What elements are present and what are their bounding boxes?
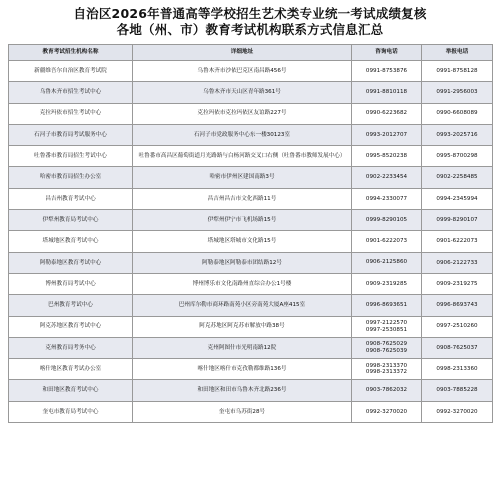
consult-phone-cell [352, 337, 422, 358]
table-row [9, 252, 493, 273]
table-row [9, 82, 493, 103]
address-cell: 克拉玛依市克拉玛依区友谊路227号 [133, 103, 352, 124]
report-phone-cell: 0909-2319275 [422, 273, 493, 294]
table-row [9, 124, 493, 145]
org-cell: 巴州教育考试中心 [9, 295, 133, 316]
table-row [9, 146, 493, 167]
consult-phone-cell [352, 252, 422, 273]
consult-phone: 0906-2125860 [365, 259, 408, 266]
consult-phone-cell [352, 61, 422, 82]
table-row [9, 273, 493, 294]
address-cell: 和田地区和田市乌鲁木齐北路236号 [133, 380, 352, 401]
address-cell: 乌鲁木齐市天山区青年路361号 [133, 82, 352, 103]
report-phone-cell: 0995-8700298 [422, 146, 493, 167]
consult-phone: 0908-7625039 [365, 348, 408, 354]
table-body [9, 61, 493, 423]
table-row [9, 295, 493, 316]
consult-phone: 0999-8290105 [365, 216, 408, 223]
consult-phone: 0998-2313372 [365, 369, 408, 376]
address-cell: 伊犁州伊宁市飞机场路15号 [133, 210, 352, 231]
org-cell: 石河子市教育局考试服务中心 [9, 124, 133, 145]
table-row [9, 167, 493, 188]
consult-phone: 0993-2012707 [365, 131, 408, 138]
report-phone-cell: 0906-2122733 [422, 252, 493, 273]
header-consult-phone: 咨询电话 [352, 45, 422, 61]
org-cell: 喀什地区教育考试办公室 [9, 359, 133, 380]
consult-phone: 0994-2330077 [365, 195, 408, 202]
org-cell: 伊犁州教育局考试中心 [9, 210, 133, 231]
title-line-2: 各地（州、市）教育考试机构联系方式信息汇总 [116, 22, 384, 37]
address-cell: 塔城地区塔城市文化路15号 [133, 231, 352, 252]
org-cell: 哈密市教育局招生办公室 [9, 167, 133, 188]
org-cell: 和田地区教育考试中心 [9, 380, 133, 401]
org-cell: 阿克苏地区教育考试中心 [9, 316, 133, 337]
consult-phone-cell [352, 82, 422, 103]
org-cell: 昌吉州教育考试中心 [9, 188, 133, 209]
org-cell: 乌鲁木齐市招生考试中心 [9, 82, 133, 103]
consult-phone-cell [352, 210, 422, 231]
consult-phone: 0998-2313370 [365, 362, 408, 369]
org-cell: 阿勒泰地区教育考试中心 [9, 252, 133, 273]
report-phone-cell: 0908-7625037 [422, 337, 493, 358]
address-cell: 阿勒泰地区阿勒泰市团结路12号 [133, 252, 352, 273]
consult-phone-cell [352, 401, 422, 422]
table-row [9, 231, 493, 252]
address-cell: 石河子市党政服务中心东一楼30123室 [133, 124, 352, 145]
report-phone-cell: 0993-2025716 [422, 124, 493, 145]
consult-phone-cell [352, 359, 422, 380]
consult-phone: 0991-8810118 [365, 89, 408, 96]
report-phone-cell: 0991-8758128 [422, 61, 493, 82]
consult-phone-cell [352, 380, 422, 401]
consult-phone-cell [352, 316, 422, 337]
address-cell: 乌鲁木齐市沙依巴克区南昌路456号 [133, 61, 352, 82]
table-row [9, 61, 493, 82]
table-row [9, 380, 493, 401]
consult-phone-cell [352, 167, 422, 188]
header-address: 详细地址 [133, 45, 352, 61]
report-phone-cell: 0999-8290107 [422, 210, 493, 231]
table-row [9, 188, 493, 209]
report-phone-cell: 0997-2510260 [422, 316, 493, 337]
consult-phone-cell [352, 103, 422, 124]
address-cell: 吐鲁番市高昌区葡萄街道月光路路与白杨河路交叉口右侧（吐鲁番市教师发展中心） [133, 146, 352, 167]
consult-phone: 0997-2122570 [365, 319, 408, 326]
address-cell: 克州阿图什市光明南路12院 [133, 337, 352, 358]
report-phone-cell: 0994-2345994 [422, 188, 493, 209]
address-cell: 哈密市伊州区建国南路3号 [133, 167, 352, 188]
title-line-1: 自治区2026年普通高等学校招生艺术类专业统一考试成绩复核 [73, 6, 427, 21]
org-cell: 塔城地区教育考试中心 [9, 231, 133, 252]
address-cell: 昌吉州昌吉市文化西路11号 [133, 188, 352, 209]
table-row [9, 103, 493, 124]
header-org: 教育考试招生机构名称 [9, 45, 133, 61]
table-row [9, 210, 493, 231]
consult-phone-cell [352, 295, 422, 316]
consult-phone-cell [352, 188, 422, 209]
report-phone-cell: 0902-2258485 [422, 167, 493, 188]
org-cell: 吐鲁番市教育局招生考试中心 [9, 146, 133, 167]
consult-phone: 0908-7625029 [365, 341, 408, 348]
consult-phone: 0909-2319285 [365, 280, 408, 287]
org-cell: 博州教育局考试中心 [9, 273, 133, 294]
consult-phone: 0991-8753876 [365, 67, 408, 74]
address-cell: 巴州库尔勒市商环路南苑小区旁南苑大厦A座415室 [133, 295, 352, 316]
table-header-row [9, 45, 493, 61]
consult-phone: 0992-3270020 [365, 408, 408, 415]
consult-phone-cell [352, 273, 422, 294]
consult-phone: 0903-7862032 [365, 387, 408, 394]
org-cell: 克拉玛依市招生考试中心 [9, 103, 133, 124]
address-cell: 奎屯市乌苏街28号 [133, 401, 352, 422]
address-cell: 阿克苏地区阿克苏市解放中路38号 [133, 316, 352, 337]
table-row [9, 316, 493, 337]
consult-phone: 0997-2530851 [365, 326, 408, 333]
report-phone-cell: 0990-6608089 [422, 103, 493, 124]
report-phone-cell: 0991-2956003 [422, 82, 493, 103]
table-row [9, 401, 493, 422]
header-report-phone: 举报电话 [422, 45, 493, 61]
consult-phone: 0902-2233454 [365, 174, 408, 181]
document-title [0, 0, 500, 38]
report-phone-cell: 0903-7885228 [422, 380, 493, 401]
table-row [9, 359, 493, 380]
consult-phone: 0901-6222073 [365, 238, 408, 245]
contact-table [8, 44, 493, 423]
org-cell: 新疆维吾尔自治区教育考试院 [9, 61, 133, 82]
report-phone-cell: 0998-2313360 [422, 359, 493, 380]
address-cell: 博州博乐市文化南路州直综合办公1号楼 [133, 273, 352, 294]
org-cell: 克州教育局考务中心 [9, 337, 133, 358]
org-cell: 奎屯市教育局考试中心 [9, 401, 133, 422]
consult-phone: 0990-6223682 [365, 110, 408, 117]
table-row [9, 337, 493, 358]
consult-phone-cell [352, 146, 422, 167]
consult-phone: 0995-8520238 [365, 152, 408, 159]
report-phone-cell: 0901-6222073 [422, 231, 493, 252]
consult-phone-cell [352, 124, 422, 145]
address-cell: 喀什地区喀什市克孜勒都维路136号 [133, 359, 352, 380]
consult-phone: 0996-8693651 [365, 302, 408, 309]
report-phone-cell: 0996-8693743 [422, 295, 493, 316]
consult-phone-cell [352, 231, 422, 252]
report-phone-cell: 0992-3270020 [422, 401, 493, 422]
